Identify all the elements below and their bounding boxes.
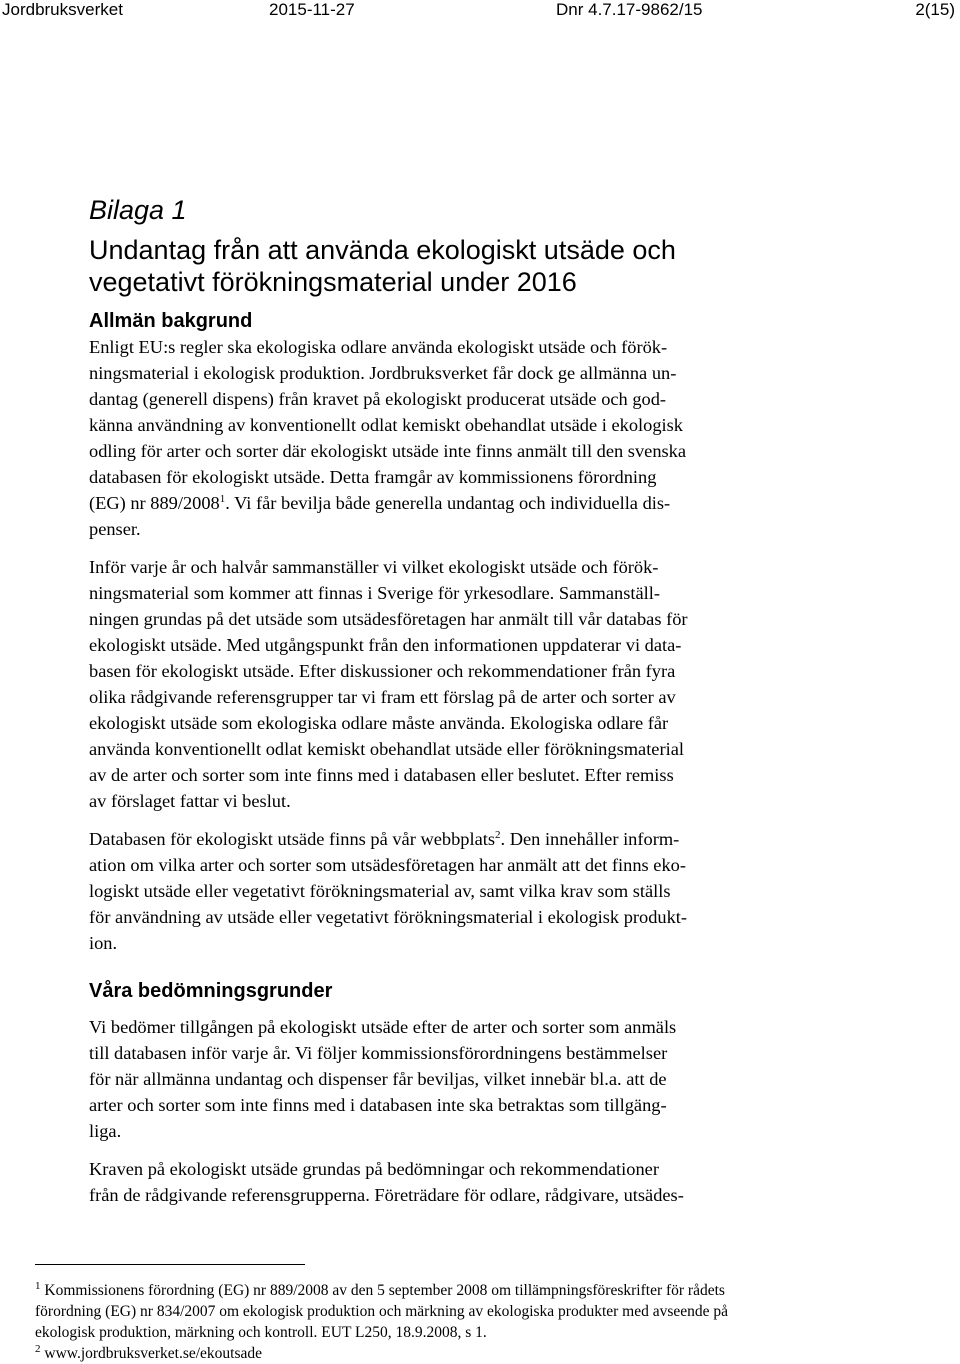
footnote-1: $^1$ Kommissionens förordning (EG) nr 889/2008 av den 5 september 2008 om tillämpningsföreskrifter för rådets: [35, 1279, 725, 1299]
paragraph-background-1: Enligt EU:s regler ska ekologiska odlare använda ekologiskt utsäde och förök- ningsmaterial i ekologisk produktion. Jordbruksverket får dock ge allmänna un- dantag (generell dispens) från kravet på ekologiskt producerat utsäde och god- känna användning av konventionellt odlat kemiskt obehandlat utsäde i ekologisk odling för arter och sorter där ekologiskt utsäde inte finns anmält till den svenska databasen för ekologiskt utsäde. Detta framgår av kommissionens förordning (EG) nr 889/2008$^1$. Vi får bevilja både generella undantag och individuella dis- penser.: [89, 337, 687, 539]
header-organization: Jordbruksverket: [2, 0, 123, 19]
footnote-ref-1: 1: [219, 492, 226, 505]
footnote-marker-1: 1: [35, 1279, 41, 1292]
document-body: [89, 192, 829, 1208]
paragraph-criteria-2: Kraven på ekologiskt utsäde grundas på bedömningar och rekommendationer från de rådgivande referensgrupperna. Företrädare för odlare, rådgivare, utsädes-: [89, 1159, 684, 1205]
page-header: [0, 0, 960, 20]
footnote-marker-2: 2: [35, 1342, 41, 1355]
paragraph-background-3: Databasen för ekologiskt utsäde finns på vår webbplats$^2$. Den innehåller inform- ation om vilka arter och sorter som utsädesföretagen har anmält att det finns eko- logiskt utsäde eller vegetativt förökningsmaterial av, samt vilka krav som ställs för användning av utsäde eller vegetativt förökningsmaterial i ekologisk produkt- ion.: [89, 828, 688, 953]
paragraph-background-2: Inför varje år och halvår sammanställer vi vilket ekologiskt utsäde och förök- ningsmaterial som kommer att finnas i Sverige för yrkesodlare. Sammanställ- ningen grundas på det utsäde som utsädesföretagen har anmält till vår databas för ekologiskt utsäde. Med utgångspunkt från den informationen uppdaterar vi data- basen för ekologiskt utsäde. Efter diskussioner och rekommendationer från fyra olika rådgivande referensgrupper tar vi fram ett förslag på de arter och sorter av ekologiskt utsäde som ekologiska odlare måste använda. Ekologiska odlare får använda konventionellt odlat kemiskt obehandlat utsäde eller förökningsmaterial av de arter och sorter som inte finns med i databasen eller beslutet. Efter remiss av förslaget fattar vi beslut.: [89, 557, 688, 811]
footnote-2: $^2$ www.jordbruksverket.se/ekoutsade: [35, 1342, 263, 1362]
footnote-ref-2: 2: [495, 828, 501, 841]
header-dnr: Dnr 4.7.17-9862/15: [556, 0, 703, 19]
title-line: vegetativt förökningsmaterial under 2016: [89, 267, 577, 297]
header-date: 2015-11-27: [269, 0, 355, 19]
header-page-number: 2(15): [915, 0, 955, 19]
footnotes: $^1$ Kommissionens förordning (EG) nr 889/2008 av den 5 september 2008 om tillämpningsföreskrifter för rådets förordning (EG) nr 834/2007 om ekologisk produktion och märkning av ekologiska produkter med avseende på ekologisk produktion, märkning och kontroll. EUT L250, 18.9.2008, s 1. $^2$ www.jordbruksverket.se/ekoutsade: [35, 1280, 935, 1364]
document-title: [89, 234, 829, 298]
title-line: Undantag från att använda ekologiskt utsäde och: [89, 235, 676, 265]
annex-label: Bilaga 1: [89, 195, 187, 225]
paragraph-criteria-1: Vi bedömer tillgången på ekologiskt utsäde efter de arter och sorter som anmäls till databasen inför varje år. Vi följer kommissionsförordningens bestämmelser för när allmänna undantag och dispenser får beviljas, vilket innebär bl.a. att de arter och sorter som inte finns med i databasen inte ska betraktas som tillgäng- liga.: [89, 1017, 677, 1141]
section-heading-criteria: Våra bedömningsgrunder: [89, 980, 333, 1002]
section-heading-background: Allmän bakgrund: [89, 310, 253, 332]
footnote-divider: [35, 1264, 305, 1265]
